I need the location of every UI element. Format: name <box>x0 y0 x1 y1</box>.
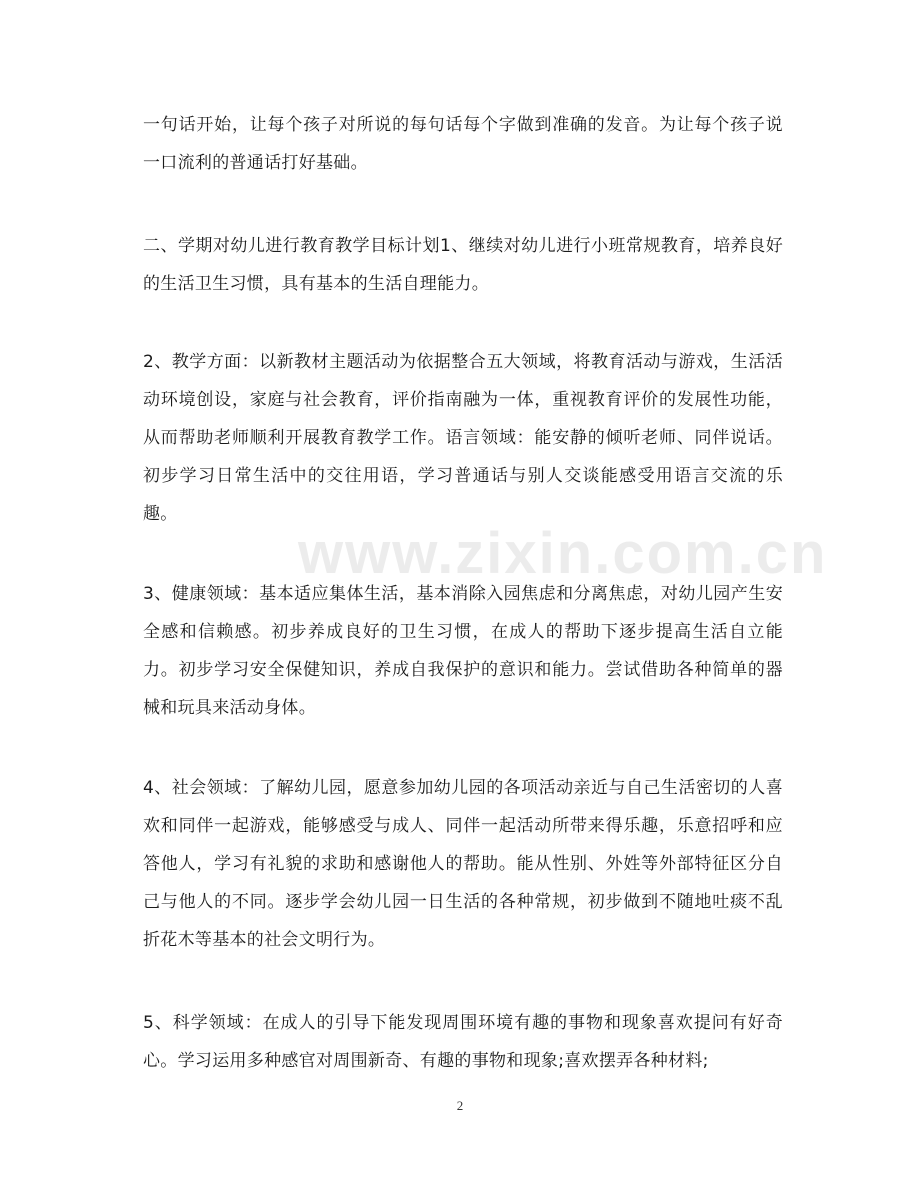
paragraph-social: 4、社会领域：了解幼儿园，愿意参加幼儿园的各项活动亲近与自己生活密切的人喜欢和同伴一起游戏，能够感受与成人、同伴一起活动所带来得乐趣，乐意招呼和应答他人，学习有礼貌的求助和感谢他人的帮助。能从性别、外姓等外部特征区分自己与他人的不同。逐步学会幼儿园一日生活的各种常规，初步做到不随地吐痰不乱折花木等基本的社会文明行为。 <box>143 778 783 950</box>
page-number: 2 <box>456 1098 464 1113</box>
watermark: www.zixin.com.cn <box>298 521 828 586</box>
paragraph-science: 5、科学领域：在成人的引导下能发现周围环境有趣的事物和现象喜欢提问有好奇心。学习运用多种感官对周围新奇、有趣的事物和现象;喜欢摆弄各种材料; <box>143 1013 783 1071</box>
paragraph-pronunciation: 一句话开始，让每个孩子对所说的每句话每个字做到准确的发音。为让每个孩子说一口流利的普通话打好基础。 <box>143 115 783 173</box>
document-body <box>143 106 783 1125</box>
paragraph-teaching-language: 2、教学方面：以新教材主题活动为依据整合五大领域，将教育活动与游戏，生活活动环境创设，家庭与社会教育，评价指南融为一体，重视教育评价的发展性功能，从而帮助老师顺利开展教育教学工作。语言领域：能安静的倾听老师、同伴说话。初步学习日常生活中的交往用语，学习普通话与别人交谈能感受用语言交流的乐趣。 <box>143 352 783 524</box>
paragraph-health: 3、健康领域：基本适应集体生活，基本消除入园焦虑和分离焦虑，对幼儿园产生安全感和信赖感。初步养成良好的卫生习惯，在成人的帮助下逐步提高生活自立能力。初步学习安全保健知识，养成自我保护的意识和能力。尝试借助各种简单的器械和玩具来活动身体。 <box>143 584 783 718</box>
paragraph-semester-goals: 二、学期对幼儿进行教育教学目标计划1、继续对幼儿进行小班常规教育，培养良好的生活卫生习惯，具有基本的生活自理能力。 <box>143 236 783 294</box>
